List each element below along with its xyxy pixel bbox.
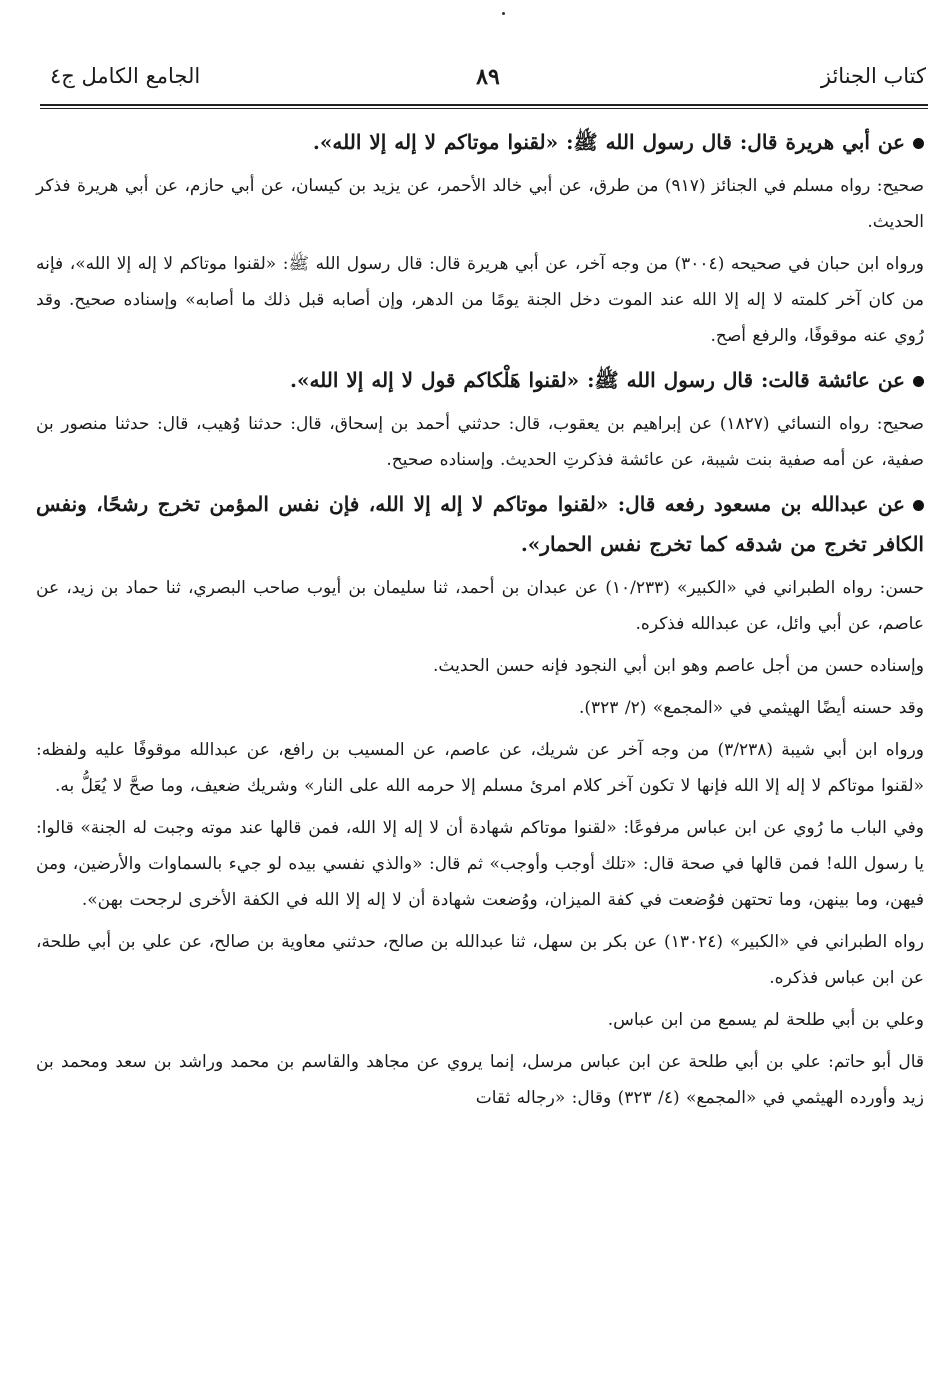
header-rule — [40, 104, 928, 106]
commentary-paragraph: رواه الطبراني في «الكبير» (١٣٠٢٤) عن بكر بن سهل، ثنا عبدالله بن صالح، حدثني معاوية بن صالح، عن علي بن أبي طلحة، عن ابن عباس فذكره. — [36, 932, 924, 988]
bullet-icon — [913, 500, 924, 511]
header-book-title: الجامع الكامل ج٤ — [50, 64, 201, 88]
commentary-paragraph: وفي الباب ما رُوي عن ابن عباس مرفوعًا: «لقنوا موتاكم شهادة أن لا إله إلا الله، فمن قالها عند موته وجبت له الجنة» قالوا: يا رسول الله! فمن قالها في صحة قال: «تلك أوجب وأوجب» ثم قال: «والذي نفسي بيده لو جيء بالسماوات والأرضين، ومن فيهن، وما بينهن، وما تحتهن فوُضعت في كفة الميزان، ووُضعت شهادة أن لا إله إلا الله في الكفة الأخرى لرجحت بهن». — [36, 818, 924, 910]
commentary-paragraph: صحيح: رواه مسلم في الجنائز (٩١٧) من طرق، عن أبي خالد الأحمر، عن يزيد بن كيسان، عن أبي حازم، عن أبي هريرة فذكر الحديث. — [36, 176, 924, 232]
hadith-text: عن أبي هريرة قال: قال رسول الله ﷺ: «لقنوا موتاكم لا إله إلا الله». — [312, 130, 905, 154]
bullet-icon — [913, 376, 924, 387]
header-chapter: كتاب الجنائز — [820, 64, 926, 88]
hadith-text: عن عائشة قالت: قال رسول الله ﷺ: «لقنوا هَلْكاكم قول لا إله إلا الله». — [289, 368, 905, 392]
commentary-paragraph: حسن: رواه الطبراني في «الكبير» (١٠/٢٣٣) عن عبدان بن أحمد، ثنا سليمان بن أيوب صاحب البصري، ثنا حماد بن زيد، عن عاصم، عن أبي وائل، عن عبدالله فذكره. — [36, 578, 924, 634]
commentary-paragraph: وقد حسنه أيضًا الهيثمي في «المجمع» (٢/ ٣٢٣). — [578, 698, 924, 718]
commentary-paragraph: قال أبو حاتم: علي بن أبي طلحة عن ابن عباس مرسل، إنما يروي عن مجاهد والقاسم بن محمد وراشد بن سعد ومحمد بن زيد وأورده الهيثمي في «المجمع» (٤/ ٣٢٣) وقال: «رجاله ثقات — [36, 1052, 924, 1108]
page-body — [36, 122, 924, 1122]
hadith-1 — [36, 122, 924, 162]
page-number: ٨٩ — [476, 64, 500, 90]
bullet-icon — [913, 138, 924, 149]
hadith-3 — [36, 484, 924, 564]
header-rule-thin — [40, 108, 928, 109]
commentary-paragraph: ورواه ابن أبي شيبة (٣/٢٣٨) من وجه آخر عن شريك، عن عاصم، عن المسيب بن رافع، عن عبدالله موقوفًا عليه ولفظه: «لقنوا موتاكم لا إله إلا الله فإنها لا تكون آخر كلام امرئ مسلم إلا حرمه الله على النار» وشريك ضعيف، وما صحَّ لا يُعَلُّ به. — [36, 740, 924, 796]
hadith-2 — [36, 360, 924, 400]
page-speck — [502, 12, 505, 15]
commentary-paragraph: ورواه ابن حبان في صحيحه (٣٠٠٤) من وجه آخر، عن أبي هريرة قال: قال رسول الله ﷺ: «لقنوا موتاكم لا إله إلا الله»، فإنه من كان آخر كلمته لا إله إلا الله عند الموت دخل الجنة يومًا من الدهر، وإن أصابه قبل ذلك ما أصابه» وإسناده صحيح. وقد رُوي عنه موقوفًا، والرفع أصح. — [36, 254, 925, 346]
hadith-text: عن عبدالله بن مسعود رفعه قال: «لقنوا موتاكم لا إله إلا الله، فإن نفس المؤمن تخرج رشحًا، ونفس الكافر تخرج من شدقه كما تخرج نفس الحمار». — [36, 492, 924, 556]
commentary-paragraph: صحيح: رواه النسائي (١٨٢٧) عن إبراهيم بن يعقوب، قال: حدثني أحمد بن إسحاق، قال: حدثنا وُهيب، قال: حدثنا منصور بن صفية، عن أمه صفية بنت شيبة، عن عائشة فذكرتِ الحديث. وإسناده صحيح. — [36, 414, 924, 470]
commentary-paragraph: وعلي بن أبي طلحة لم يسمع من ابن عباس. — [607, 1010, 924, 1030]
commentary-paragraph: وإسناده حسن من أجل عاصم وهو ابن أبي النجود فإنه حسن الحديث. — [433, 656, 924, 676]
running-header — [50, 64, 926, 104]
